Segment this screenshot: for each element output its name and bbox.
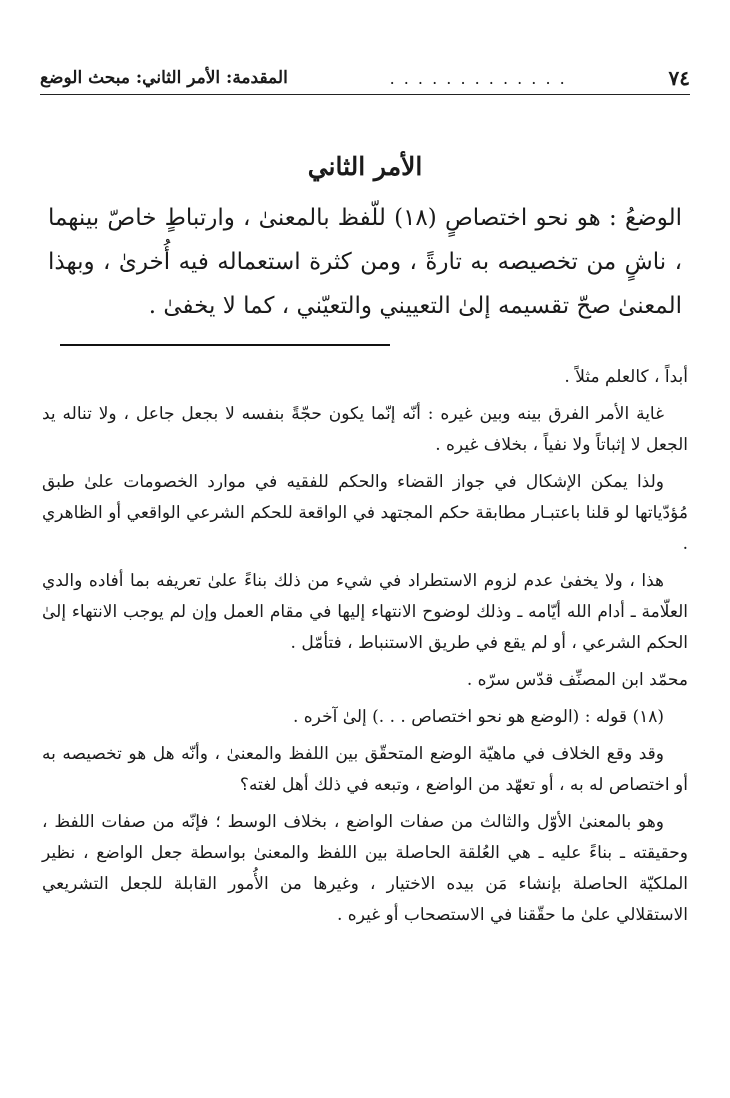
footnote-paragraph: هذا ، ولا يخفىٰ عدم لزوم الاستطراد في شيء من ذلك بناءً علىٰ تعريفه بما أفاده والدي العلّامة ـ أدام الله أيّامه ـ وذلك لوضوح الانتهاء إليها في مقام العمل وإن لم يوجب الانتهاء إلىٰ الحكم الشرعي ، أو لم يقع في طريق الاستنباط ، فتأمّل . <box>42 571 688 653</box>
page-number: ٧٤ <box>668 66 690 90</box>
header-dots: . . . . . . . . . . . . . <box>389 68 567 88</box>
running-header <box>40 62 690 95</box>
footnote-separator <box>60 344 390 346</box>
footnote-paragraph: غاية الأمر الفرق بينه وبين غيره : أنّه إنّما يكون حجّةً بنفسه لا بجعل جاعل ، ولا تناله يد الجعل لا إثباتاً ولا نفياً ، بخلاف غيره . <box>42 404 688 455</box>
footnote-continuation: أبداً ، كالعلم مثلاً . <box>564 367 688 387</box>
footnote-signature: محمّد ابن المصنِّف قدّس سرّه . <box>466 670 688 690</box>
footnote-paragraph: ولذا يمكن الإشكال في جواز القضاء والحكم للفقيه في موارد الخصومات علىٰ طبق مُؤدّياتها لو قلنا باعتبـار مطابقة حكم المجتهد في الواقعة للحكم الشرعي الواقعي أو الظاهري . <box>42 472 688 554</box>
main-text <box>48 196 682 328</box>
main-paragraph: الوضعُ : هو نحو اختصاصٍ (١٨) للّفظ بالمعنىٰ ، وارتباطٍ خاصّ بينهما ، ناشٍ من تخصيصه به تارةً ، ومن كثرة استعماله فيه أُخرىٰ ، وبهذا المعنىٰ صحّ تقسيمه إلىٰ التعييني والتعيّني ، كما لا يخفىٰ . <box>48 205 683 319</box>
header-title: المقدمة: الأمر الثاني: مبحث الوضع <box>40 68 288 88</box>
footnotes <box>42 362 688 937</box>
footnote-18-heading: (١٨) قوله : (الوضع هو نحو اختصاص . . .) إلىٰ آخره . <box>292 707 664 727</box>
footnote-18-paragraph: وقد وقع الخلاف في ماهيّة الوضع المتحقّق بين اللفظ والمعنىٰ ، وأنّه هل هو تخصيصه به أو اختصاص له به ، أو تعهّد من الواضع ، وتبعه في ذلك أهل لغته؟ <box>42 744 688 795</box>
section-title: الأمر الثاني <box>307 152 423 181</box>
footnote-18-paragraph: وهو بالمعنىٰ الأوّل والثالث من صفات الواضع ، بخلاف الوسط ؛ فإنّه من صفات اللفظ ، وحقيقته ـ بناءً عليه ـ هي العُلقة الحاصلة بين اللفظ والمعنىٰ بواسطة جعل الواضع ، نظير الملكيّة الحاصلة بإنشاء مَن بيده الاختيار ، وغيرها من الأُمور القابلة للجعل التشريعي الاستقلالي علىٰ ما حقّقنا في الاستصحاب أو غيره . <box>42 812 688 925</box>
